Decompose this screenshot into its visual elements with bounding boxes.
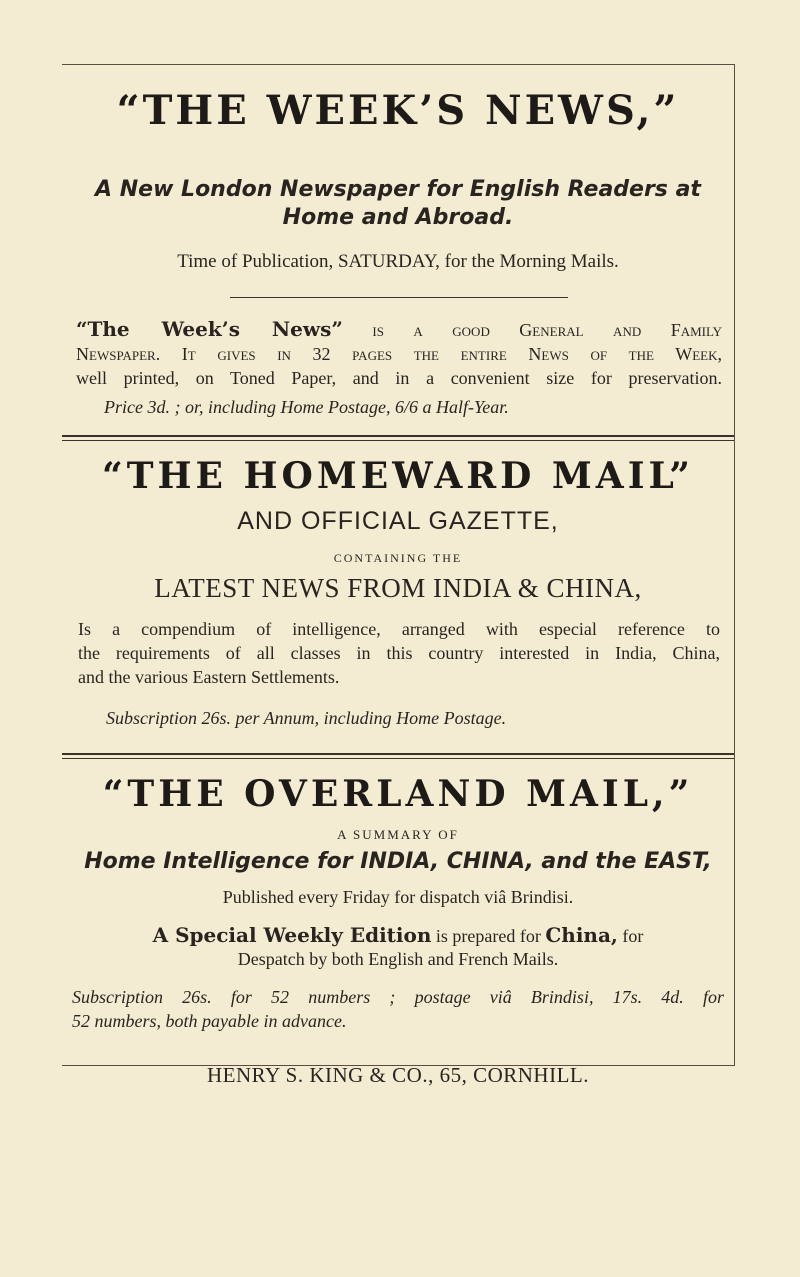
containing-the: CONTAINING THE bbox=[333, 551, 463, 565]
weeks-news-subtitle-2: Home and Abroad. bbox=[282, 205, 514, 230]
special-edition-lead: A Special Weekly Edition bbox=[152, 923, 432, 947]
special-edition bbox=[62, 923, 734, 947]
section-divider-1 bbox=[62, 435, 734, 441]
homeward-line1: Is a compendium of intelligence, arranged with especial reference to bbox=[78, 619, 720, 639]
weeks-news-title: “THE WEEK’S NEWS,” bbox=[116, 87, 680, 134]
rule-short-1 bbox=[230, 297, 568, 298]
overland-subscription-2: 52 numbers, both payable in advance. bbox=[72, 1011, 347, 1031]
latest-news-headline: LATEST NEWS FROM INDIA & CHINA, bbox=[154, 573, 642, 603]
special-edition-mid: is prepared for bbox=[435, 926, 541, 946]
desc-line1-rest: is a good General and Family bbox=[372, 320, 723, 340]
publisher-imprint: HENRY S. KING & CO., 65, CORNHILL. bbox=[207, 1063, 589, 1087]
homeward-line2: the requirements of all classes in this country interested in India, China, bbox=[78, 643, 720, 663]
overland-headline: Home Intelligence for INDIA, CHINA, and the EAST, bbox=[84, 849, 712, 874]
desc-line3: well printed, on Toned Paper, and in a convenient size for preservation. bbox=[76, 368, 722, 388]
desc-line2: Newspaper. It gives in 32 pages the entire News of the Week, bbox=[76, 344, 722, 364]
overland-mail-title: “THE OVERLAND MAIL,” bbox=[102, 773, 694, 815]
weeks-news-price: Price 3d. ; or, including Home Postage, 6/6 a Half-Year. bbox=[104, 397, 509, 417]
weeks-news-lead: “The Week’s News” bbox=[76, 317, 343, 341]
summary-of: A SUMMARY OF bbox=[337, 827, 459, 842]
advertisement-frame bbox=[62, 64, 735, 1087]
weeks-news-description bbox=[76, 317, 722, 390]
despatch-line: Despatch by both English and French Mails. bbox=[237, 949, 559, 969]
published-text: Published every Friday for dispatch viâ Brindisi. bbox=[222, 887, 574, 907]
homeward-line3: and the various Eastern Settlements. bbox=[78, 667, 340, 687]
section-divider-2 bbox=[62, 753, 734, 759]
homeward-mail-title: “THE HOMEWARD MAIL” bbox=[102, 455, 694, 497]
official-gazette: AND OFFICIAL GAZETTE, bbox=[237, 507, 559, 535]
overland-subscription-1: Subscription 26s. for 52 numbers ; postage viâ Brindisi, 17s. 4d. for bbox=[72, 987, 724, 1007]
homeward-subscription: Subscription 26s. per Annum, including Home Postage. bbox=[106, 708, 507, 728]
homeward-mail-body bbox=[78, 617, 720, 689]
published-friday bbox=[62, 887, 734, 908]
special-edition-end: for bbox=[622, 926, 644, 946]
publication-time: Time of Publication, SATURDAY, for the Morning Mails. bbox=[177, 251, 619, 272]
weeks-news-subtitle-1: A New London Newspaper for English Readers at bbox=[95, 177, 701, 202]
special-edition-china: China, bbox=[545, 923, 618, 947]
